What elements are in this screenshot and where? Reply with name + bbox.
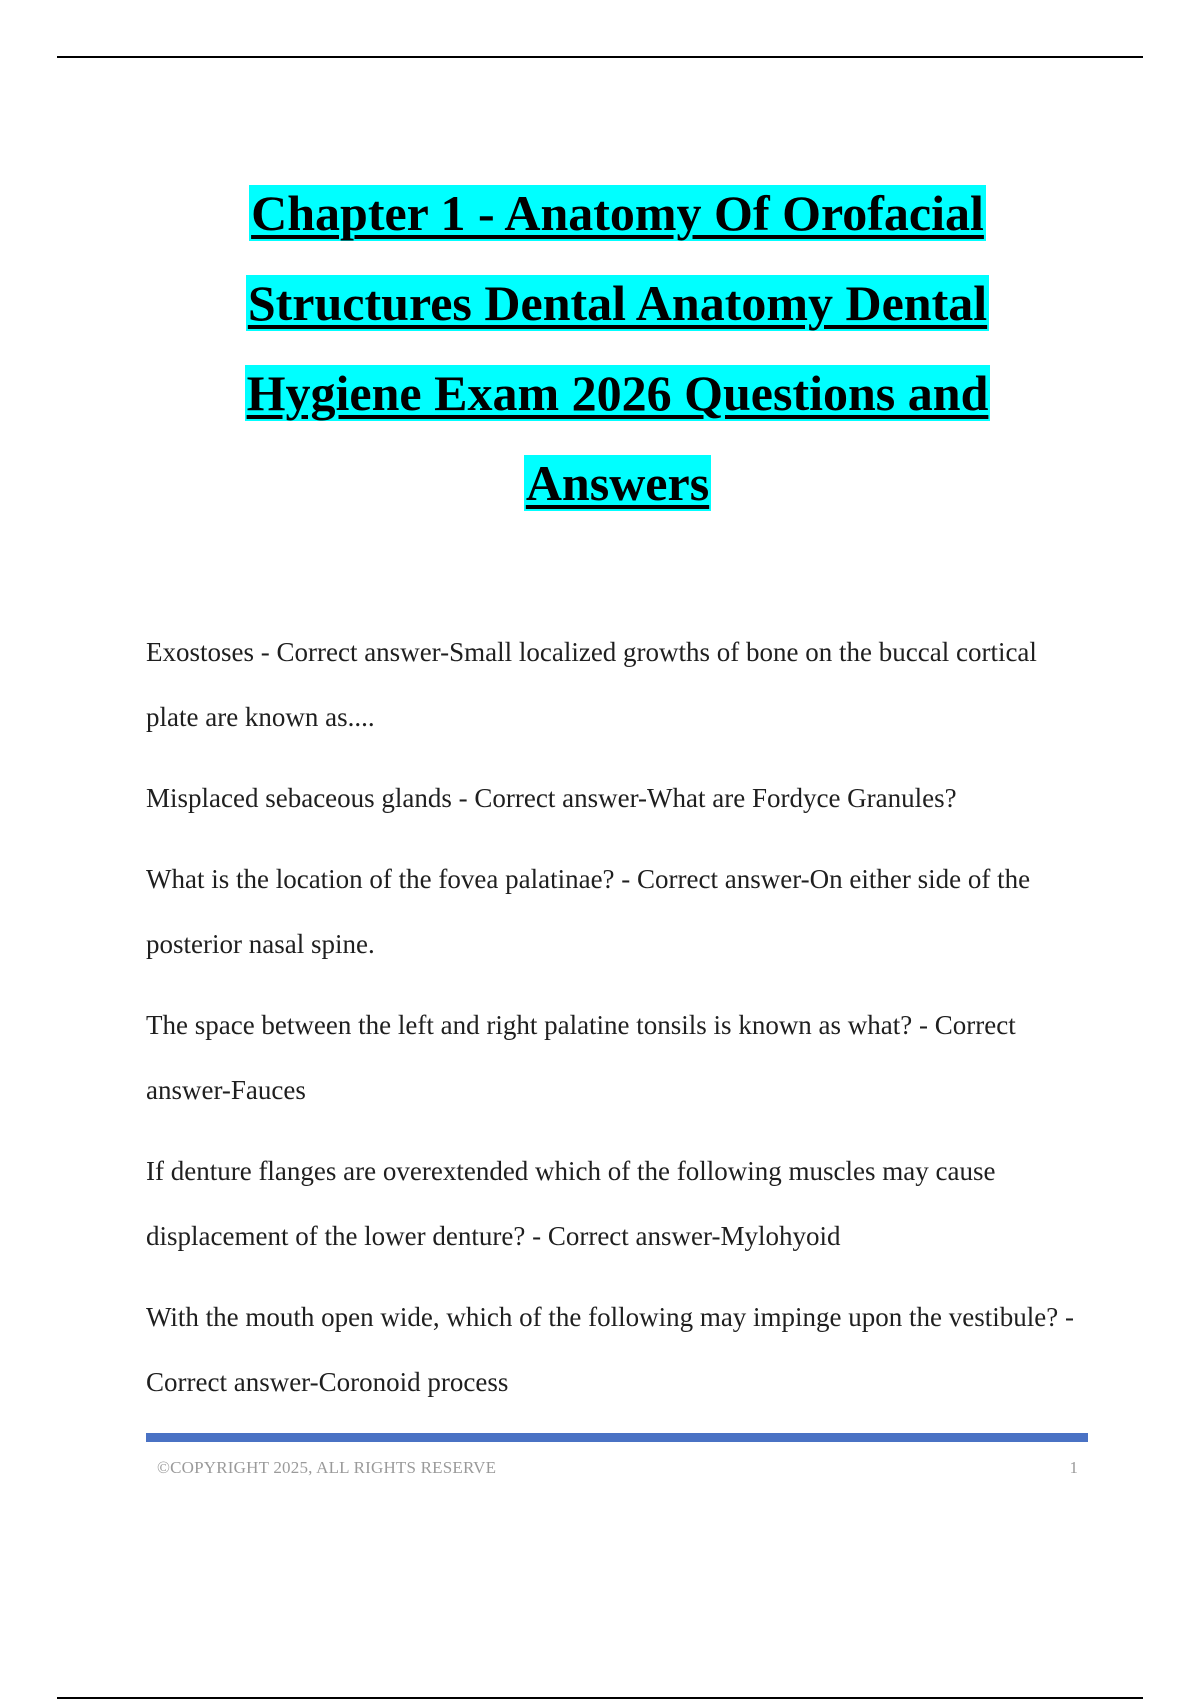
qa-item: With the mouth open wide, which of the following may impinge upon the vestibule? - Correct answer-Coronoid process — [146, 1302, 1074, 1397]
qa-item: If denture flanges are overextended which of the following muscles may cause displacement of the lower denture? - Correct answer-Mylohyoid — [146, 1156, 996, 1251]
title-line — [150, 438, 1085, 528]
document-title — [150, 168, 1085, 528]
title-line — [150, 168, 1085, 258]
qa-item: What is the location of the fovea palatinae? - Correct answer-On either side of the posterior nasal spine. — [146, 864, 1031, 959]
top-divider — [57, 56, 1143, 58]
qa-item: Misplaced sebaceous glands - Correct answer-What are Fordyce Granules? — [146, 783, 957, 813]
title-line — [150, 258, 1085, 348]
footer-bar — [146, 1433, 1088, 1442]
title-line — [150, 348, 1085, 438]
qa-item: Exostoses - Correct answer-Small localized growths of bone on the buccal cortical plate are known as.... — [146, 637, 1037, 732]
footer-copyright: ©COPYRIGHT 2025, ALL RIGHTS RESERVE — [157, 1458, 497, 1477]
title-line-text: Chapter 1 - Anatomy Of Orofacial — [251, 185, 984, 241]
title-line-text: Answers — [525, 455, 710, 511]
page-number: 1 — [1069, 1458, 1078, 1477]
title-line-text: Hygiene Exam 2026 Questions and — [246, 365, 989, 421]
question-answer-list — [146, 620, 1086, 1431]
bottom-divider — [57, 1697, 1143, 1699]
title-line-text: Structures Dental Anatomy Dental — [247, 275, 988, 331]
qa-item: The space between the left and right palatine tonsils is known as what? - Correct answer-Fauces — [146, 1010, 1016, 1105]
